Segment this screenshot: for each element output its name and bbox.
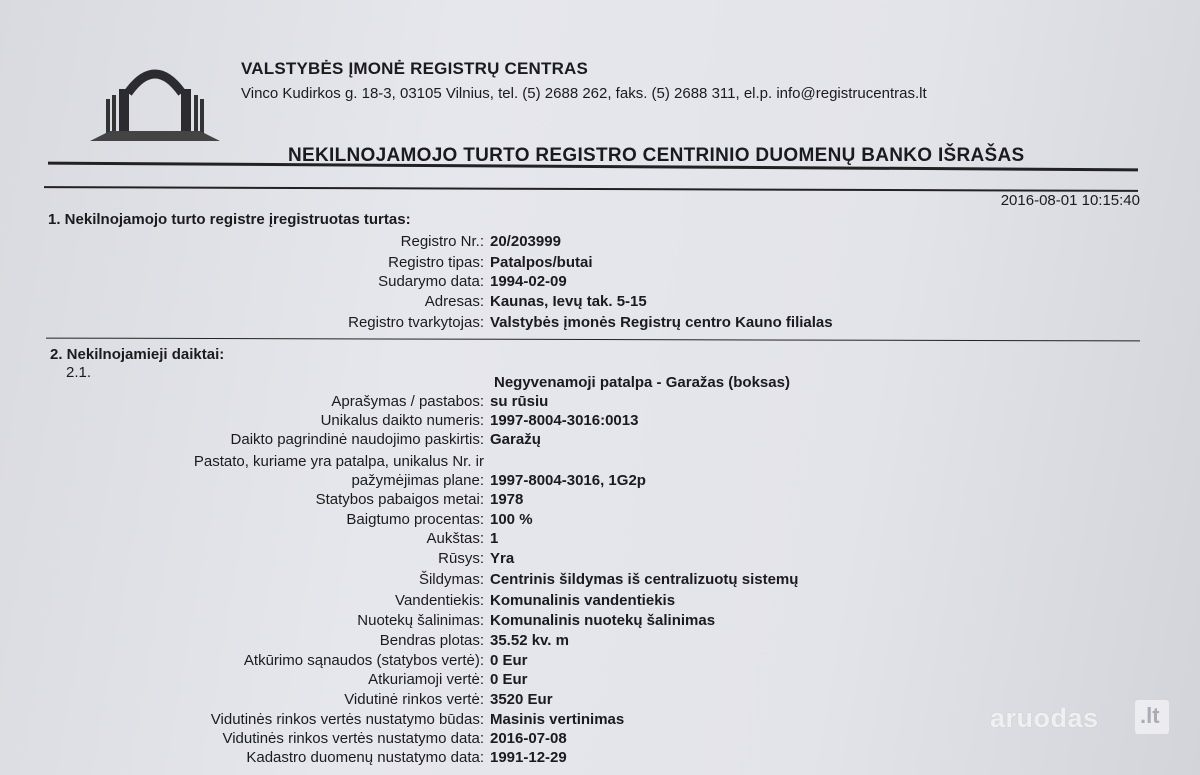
property-field-row <box>0 571 1200 591</box>
field-label: Sudarymo data: <box>378 273 484 290</box>
registry-field-row <box>0 273 1200 293</box>
property-field-row <box>0 511 1200 531</box>
item-heading: Negyvenamoji patalpa - Garažas (boksas) <box>494 374 790 391</box>
field-label: Adresas: <box>424 293 484 310</box>
field-label: pažymėjimas plane: <box>351 472 484 489</box>
property-field-row <box>0 431 1200 451</box>
registry-field-row <box>0 314 1200 334</box>
aruodas-lt-logo <box>1135 700 1169 734</box>
field-value: Patalpos/butai <box>490 254 593 271</box>
property-field-row <box>0 491 1200 511</box>
field-value: 1991-12-29 <box>490 749 567 766</box>
field-value: Komunalinis nuotekų šalinimas <box>490 612 716 629</box>
field-label: Atkūrimo sąnaudos (statybos vertė): <box>243 652 484 669</box>
field-label: Registro tvarkytojas: <box>348 314 484 331</box>
property-field-row <box>0 632 1200 652</box>
field-label: Aukštas: <box>426 530 484 547</box>
registry-field-row <box>0 233 1200 253</box>
field-label: Registro Nr.: <box>400 233 484 250</box>
field-label: Kadastro duomenų nustatymo data: <box>246 749 484 766</box>
item-number: 2.1. <box>66 364 92 381</box>
field-value: 1997-8004-3016, 1G2p <box>490 472 646 489</box>
section-2-title: 2. Nekilnojamieji daiktai: <box>50 346 225 363</box>
registry-field-row <box>0 254 1200 274</box>
field-label: Atkuriamoji vertė: <box>368 671 484 688</box>
field-label: Registro tipas: <box>388 254 484 271</box>
property-field-row <box>0 393 1200 413</box>
field-value: Valstybės įmonės Registrų centro Kauno filialas <box>490 314 833 331</box>
field-label: Vidutinės rinkos vertės nustatymo būdas: <box>210 711 484 728</box>
field-value: Yra <box>490 550 515 567</box>
field-label: Aprašymas / pastabos: <box>331 393 484 410</box>
field-value: Garažų <box>490 431 541 448</box>
registry-field-row <box>0 293 1200 313</box>
property-field-row <box>0 592 1200 612</box>
aruodas-watermark <box>985 686 1175 746</box>
document-title: NEKILNOJAMOJO TURTO REGISTRO CENTRINIO DUOMENŲ BANKO IŠRAŠAS <box>288 145 1025 166</box>
watermark-text: aruodas <box>990 703 1099 733</box>
field-value: Centrinis šildymas iš centralizuotų sistemų <box>490 571 799 588</box>
field-label: Daikto pagrindinė naudojimo paskirtis: <box>230 431 484 448</box>
field-label: Vandentiekis: <box>395 592 484 609</box>
section-1-title: 1. Nekilnojamojo turto registre įregistruotas turtas: <box>48 211 411 228</box>
building-columns-logo <box>90 55 220 145</box>
field-value: 1994-02-09 <box>490 273 567 290</box>
field-value: 35.52 kv. m <box>490 632 569 649</box>
field-label: Šildymas: <box>418 571 484 588</box>
field-label: Statybos pabaigos metai: <box>315 491 484 508</box>
field-value: 1978 <box>490 491 524 508</box>
field-value: 0 Eur <box>490 652 528 669</box>
field-value: 20/203999 <box>490 233 561 250</box>
field-label: Baigtumo procentas: <box>346 511 484 528</box>
field-value: 3520 Eur <box>490 691 553 708</box>
field-label: Vidutinės rinkos vertės nustatymo data: <box>222 730 484 747</box>
field-label: Nuotekų šalinimas: <box>357 612 484 629</box>
building-label-first-line: Pastato, kuriame yra patalpa, unikalus Nr. ir <box>193 453 484 470</box>
watermark-suffix: .lt <box>1140 703 1160 728</box>
field-label: Unikalus daikto numeris: <box>320 412 484 429</box>
property-field-row <box>0 749 1200 769</box>
field-value: 2016-07-08 <box>490 730 567 747</box>
field-value: Komunalinis vandentiekis <box>490 592 676 609</box>
property-field-row <box>0 612 1200 632</box>
field-value: 1 <box>490 530 499 547</box>
field-value: 1997-8004-3016:0013 <box>490 412 639 429</box>
organization-address: Vinco Kudirkos g. 18-3, 03105 Vilnius, tel. (5) 2688 262, faks. (5) 2688 311, el.p. info@registrucentras.lt <box>241 85 927 102</box>
field-value: Kaunas, Ievų tak. 5-15 <box>490 293 647 310</box>
property-field-row <box>0 652 1200 672</box>
property-field-row <box>0 550 1200 570</box>
field-value: su rūsiu <box>490 393 549 410</box>
field-label: Bendras plotas: <box>379 632 484 649</box>
property-field-row <box>0 472 1200 492</box>
field-value: 100 % <box>490 511 533 528</box>
organization-name: VALSTYBĖS ĮMONĖ REGISTRŲ CENTRAS <box>241 59 589 78</box>
property-field-row <box>0 412 1200 432</box>
field-value: Masinis vertinimas <box>490 711 625 728</box>
property-field-row <box>0 530 1200 550</box>
field-label: Rūsys: <box>438 550 484 567</box>
field-label: Vidutinė rinkos vertė: <box>344 691 484 708</box>
document-timestamp: 2016-08-01 10:15:40 <box>1000 192 1140 209</box>
section-divider <box>46 338 1140 342</box>
header-divider <box>44 186 1138 192</box>
field-value: 0 Eur <box>490 671 528 688</box>
